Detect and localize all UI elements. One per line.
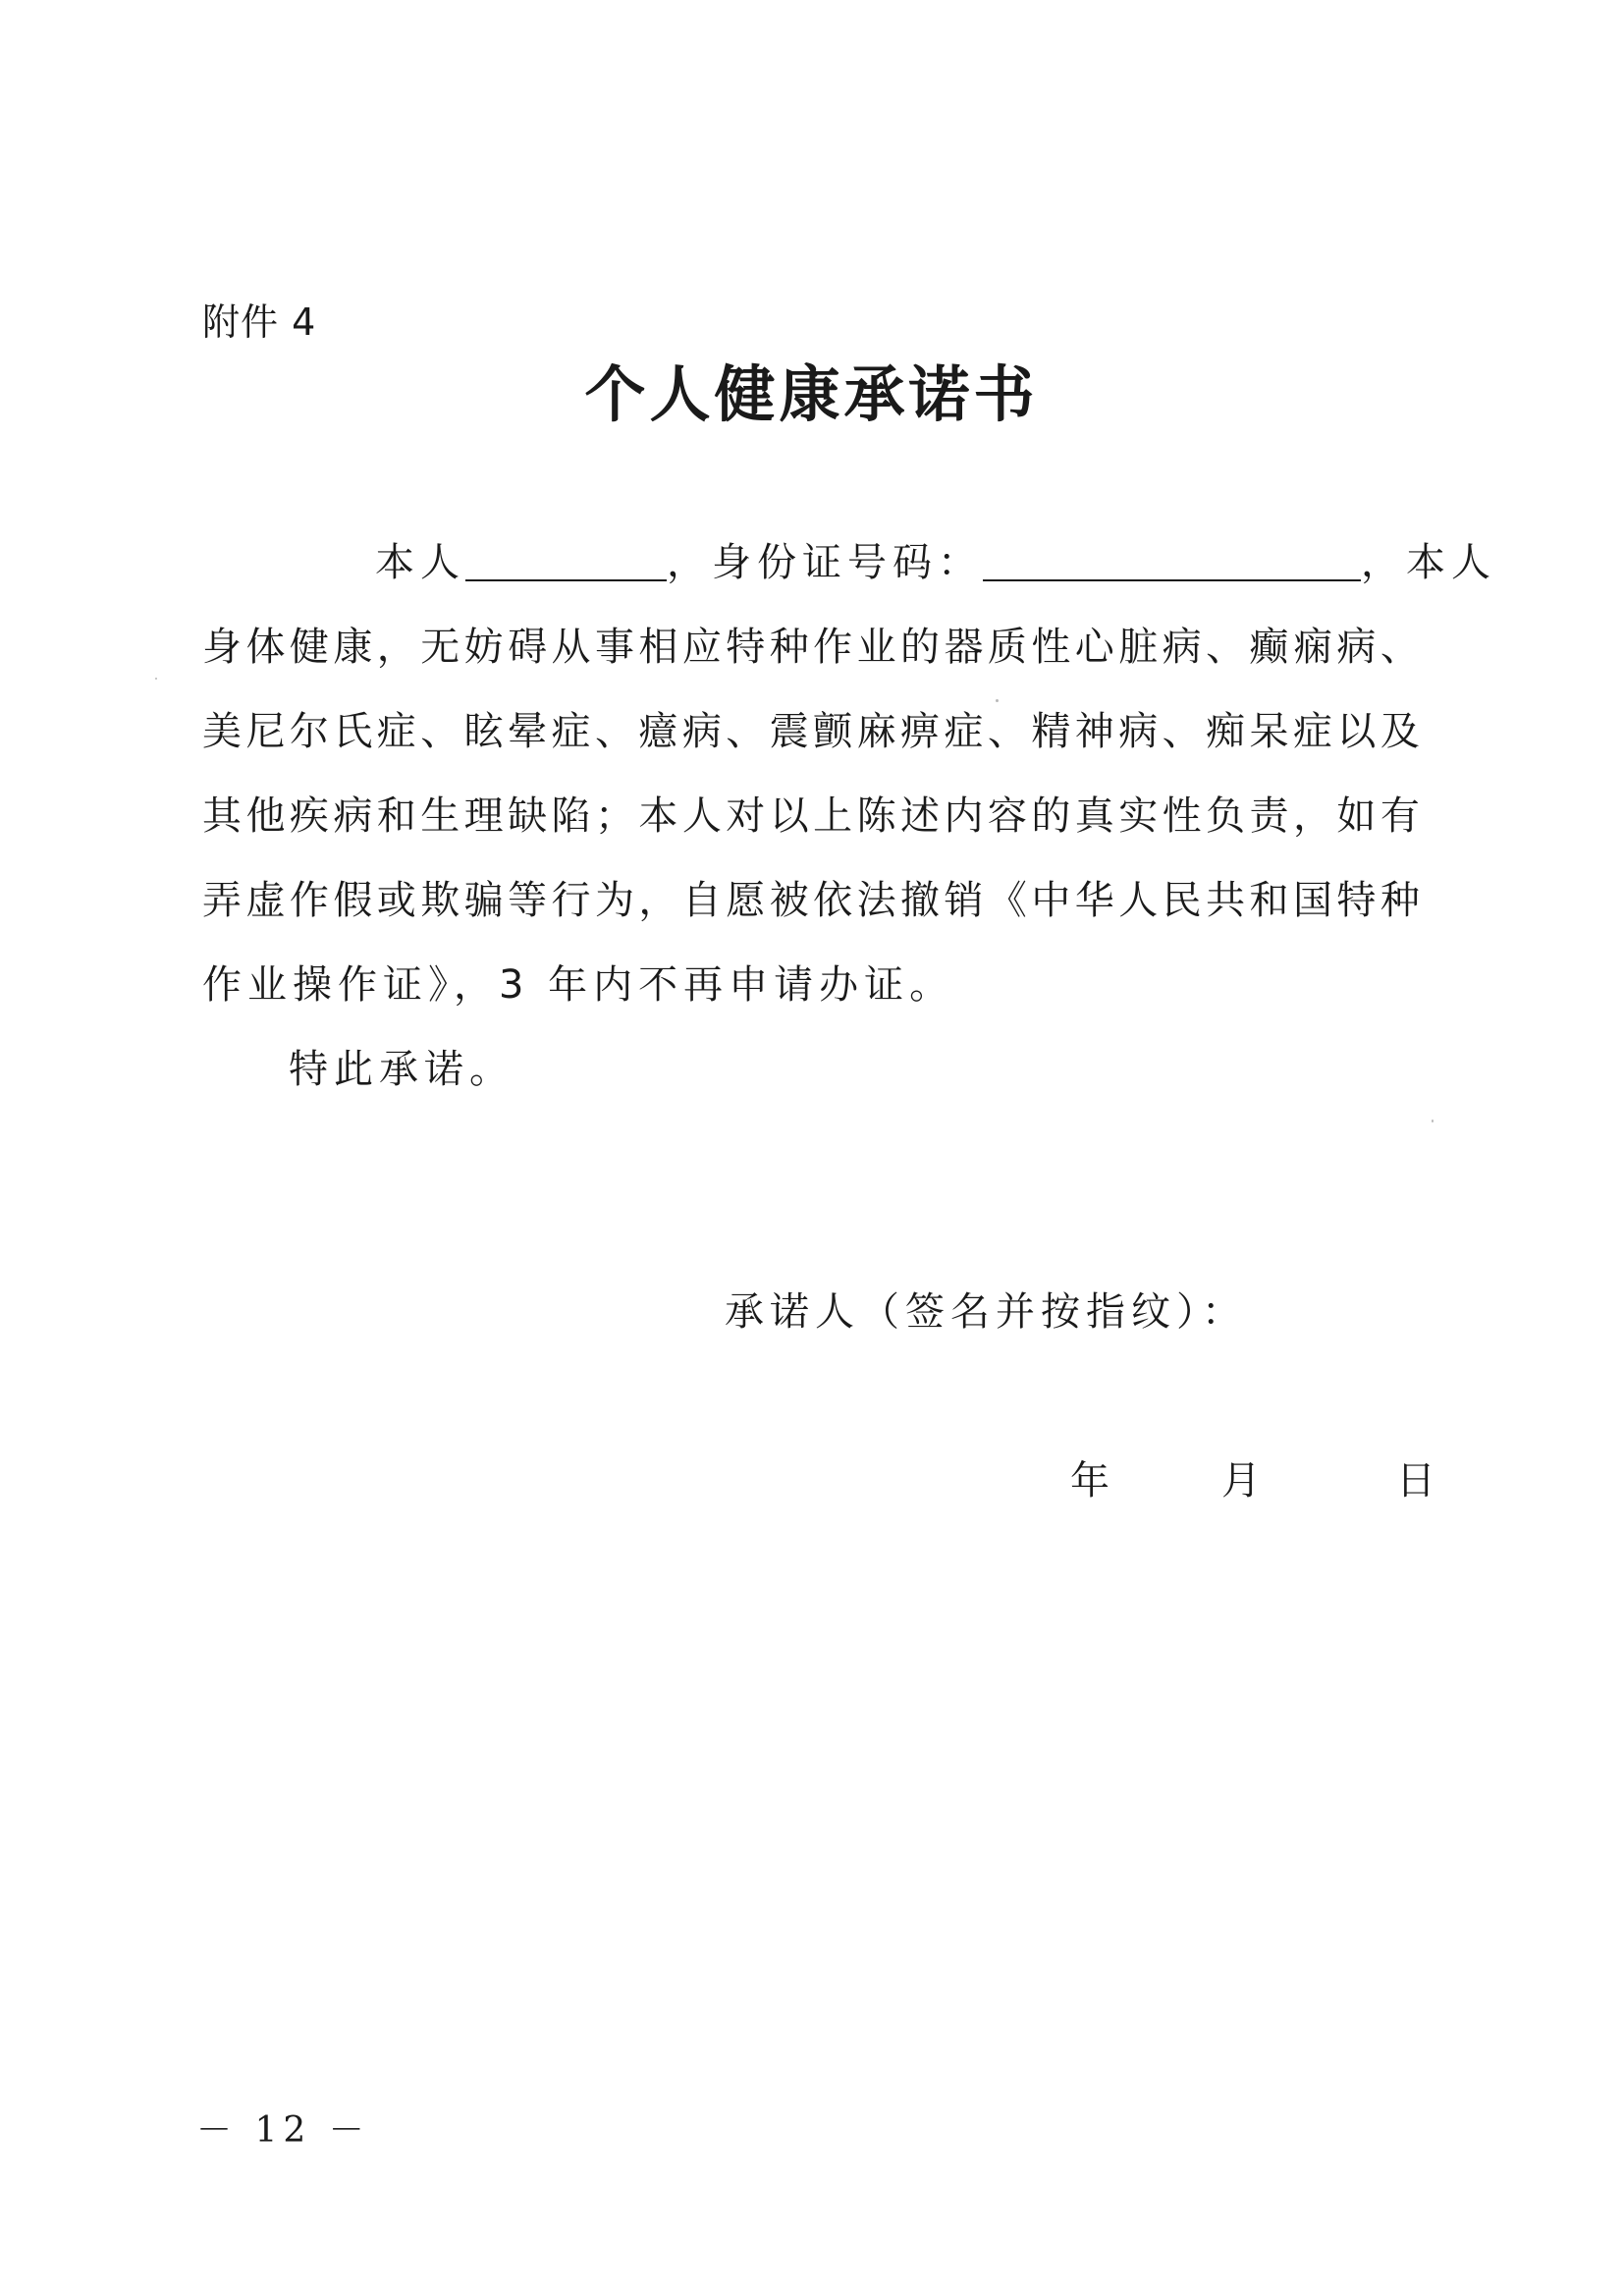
pledge-char: 碍 — [508, 625, 548, 670]
pledge-char: 理 — [463, 793, 504, 839]
pledge-char: 业 — [856, 625, 896, 670]
pledge-char: 、 — [1206, 625, 1246, 670]
pledge-char: 震 — [769, 709, 809, 754]
pledge-char: 人 — [681, 793, 722, 839]
pledge-char: 缺 — [508, 793, 548, 839]
pledge-char: 质 — [987, 625, 1027, 670]
pledge-char: 种 — [1380, 878, 1420, 923]
pledge-char: 、 — [594, 709, 634, 754]
attachment-label: 附件 4 — [202, 301, 317, 344]
scan-speck — [1432, 1120, 1434, 1122]
pledge-char: 性 — [1031, 625, 1071, 670]
pledge-char: 华 — [1074, 878, 1114, 923]
pledge-char: 及 — [1380, 709, 1420, 754]
pledge-char: 被 — [769, 878, 809, 923]
pledge-char: 内 — [944, 793, 984, 839]
pledge-suffix: ，本人 — [1361, 540, 1496, 585]
pledge-char: 脏 — [1118, 625, 1159, 670]
pledge-char: 康 — [333, 625, 373, 670]
pledge-char: 性 — [1162, 793, 1202, 839]
pledge-char: 如 — [1336, 793, 1377, 839]
pledge-char: 种 — [769, 625, 809, 670]
pledge-char: 颤 — [813, 709, 853, 754]
pledge-char: 的 — [900, 625, 940, 670]
document-title: 个人健康承诺书 — [584, 358, 1039, 430]
pledge-char: 述 — [900, 793, 940, 839]
pledge-char: 以 — [769, 793, 809, 839]
pledge-char: 、 — [1380, 625, 1420, 670]
pledge-char: 和 — [1249, 878, 1289, 923]
signer-label: 承诺人（签名并按指纹）： — [725, 1289, 1247, 1335]
pledge-char: 中 — [1031, 878, 1071, 923]
pledge-char: 真 — [1074, 793, 1114, 839]
pledge-char: 虚 — [245, 878, 286, 923]
pledge-char: 和 — [376, 793, 416, 839]
pledge-char: 妨 — [463, 625, 504, 670]
pledge-char: 癫 — [1249, 625, 1289, 670]
pledge-char: 其 — [202, 793, 242, 839]
pledge-char: 愿 — [726, 878, 766, 923]
pledge-char: 呆 — [1249, 709, 1289, 754]
pledge-char: 痫 — [1292, 625, 1332, 670]
pledge-char: 事 — [594, 625, 634, 670]
pledge-char: 法 — [856, 878, 896, 923]
pledge-prefix: 本人 — [375, 540, 465, 585]
pledge-char: 作 — [289, 878, 329, 923]
pledge-char: 责 — [1249, 793, 1289, 839]
pledge-char: 作 — [813, 625, 853, 670]
pledge-char: 陷 — [551, 793, 591, 839]
pledge-char: 病 — [1118, 709, 1159, 754]
pledge-char: 症 — [944, 709, 984, 754]
pledge-closing-text: 特此承诺。 — [289, 1047, 514, 1092]
pledge-char: 他 — [245, 793, 286, 839]
pledge-char: ， — [1292, 793, 1332, 839]
pledge-char: 撤 — [900, 878, 940, 923]
pledge-line-1 — [202, 520, 1496, 605]
pledge-char: 癔 — [638, 709, 678, 754]
pledge-char: 、 — [987, 709, 1027, 754]
pledge-char: 生 — [420, 793, 460, 839]
pledge-char: 精 — [1031, 709, 1071, 754]
pledge-char: 、 — [726, 709, 766, 754]
pledge-char: 负 — [1206, 793, 1246, 839]
scan-speck — [155, 678, 157, 680]
pledge-char: 晕 — [508, 709, 548, 754]
pledge-char: 对 — [726, 793, 766, 839]
pledge-char: 骗 — [463, 878, 504, 923]
pledge-char: 特 — [1336, 878, 1377, 923]
name-blank-field[interactable] — [465, 536, 667, 581]
pledge-char: 自 — [681, 878, 722, 923]
scan-speck — [996, 699, 999, 702]
pledge-char: 销 — [944, 878, 984, 923]
pledge-char: 为 — [594, 878, 634, 923]
pledge-char: 以 — [1336, 709, 1377, 754]
pledge-char: 共 — [1206, 878, 1246, 923]
pledge-char: 《 — [987, 878, 1027, 923]
date-year-label: 年 — [1070, 1458, 1109, 1503]
pledge-line-6: 作业操作证》，3 年内不再申请办证。 — [202, 962, 955, 1008]
pledge-char: 民 — [1162, 878, 1202, 923]
pledge-char: 、 — [1162, 709, 1202, 754]
pledge-char: 体 — [245, 625, 286, 670]
pledge-char: ， — [376, 625, 416, 670]
pledge-char: 症 — [376, 709, 416, 754]
pledge-char: 本 — [638, 793, 678, 839]
pledge-id-label: ，身份证号码： — [667, 540, 983, 585]
pledge-char: 的 — [1031, 793, 1071, 839]
pledge-char: 或 — [376, 878, 416, 923]
pledge-char: 病 — [1162, 625, 1202, 670]
pledge-char: 麻 — [856, 709, 896, 754]
pledge-char: 假 — [333, 878, 373, 923]
pledge-char: 病 — [333, 793, 373, 839]
pledge-char: 人 — [1118, 878, 1159, 923]
pledge-char: 尔 — [289, 709, 329, 754]
pledge-char: 等 — [508, 878, 548, 923]
pledge-line-4 — [202, 774, 1420, 858]
pledge-char: 容 — [987, 793, 1027, 839]
pledge-char: 健 — [289, 625, 329, 670]
pledge-closing — [202, 1027, 1420, 1112]
pledge-char: 器 — [944, 625, 984, 670]
pledge-line-5 — [202, 858, 1420, 943]
pledge-char: 有 — [1380, 793, 1420, 839]
pledge-char: 从 — [551, 625, 591, 670]
pledge-line-3 — [202, 689, 1420, 774]
pledge-char: 相 — [638, 625, 678, 670]
pledge-char: 上 — [813, 793, 853, 839]
pledge-char: 氏 — [333, 709, 373, 754]
pledge-char: 欺 — [420, 878, 460, 923]
date-month-label: 月 — [1221, 1458, 1261, 1503]
page-number: － 12 － — [196, 2110, 370, 2151]
pledge-char: 病 — [1336, 625, 1377, 670]
pledge-char: 症 — [551, 709, 591, 754]
pledge-char: 美 — [202, 709, 242, 754]
pledge-char: ； — [594, 793, 634, 839]
pledge-char: 陈 — [856, 793, 896, 839]
pledge-char: 应 — [681, 625, 722, 670]
pledge-char: 心 — [1074, 625, 1114, 670]
pledge-char: 、 — [420, 709, 460, 754]
pledge-char: 痹 — [900, 709, 940, 754]
pledge-char: 无 — [420, 625, 460, 670]
pledge-char: 眩 — [463, 709, 504, 754]
pledge-char: 依 — [813, 878, 853, 923]
pledge-char: 特 — [726, 625, 766, 670]
pledge-char: 病 — [681, 709, 722, 754]
pledge-char: 国 — [1292, 878, 1332, 923]
pledge-char: ， — [638, 878, 678, 923]
date-day-label: 日 — [1396, 1458, 1435, 1503]
pledge-char: 神 — [1074, 709, 1114, 754]
pledge-char: 痴 — [1206, 709, 1246, 754]
pledge-char: 弄 — [202, 878, 242, 923]
pledge-char: 行 — [551, 878, 591, 923]
pledge-char: 实 — [1118, 793, 1159, 839]
id-number-blank-field[interactable] — [983, 536, 1361, 581]
pledge-char: 尼 — [245, 709, 286, 754]
pledge-char: 症 — [1292, 709, 1332, 754]
pledge-line-2 — [202, 605, 1420, 689]
pledge-char: 疾 — [289, 793, 329, 839]
pledge-char: 身 — [202, 625, 242, 670]
